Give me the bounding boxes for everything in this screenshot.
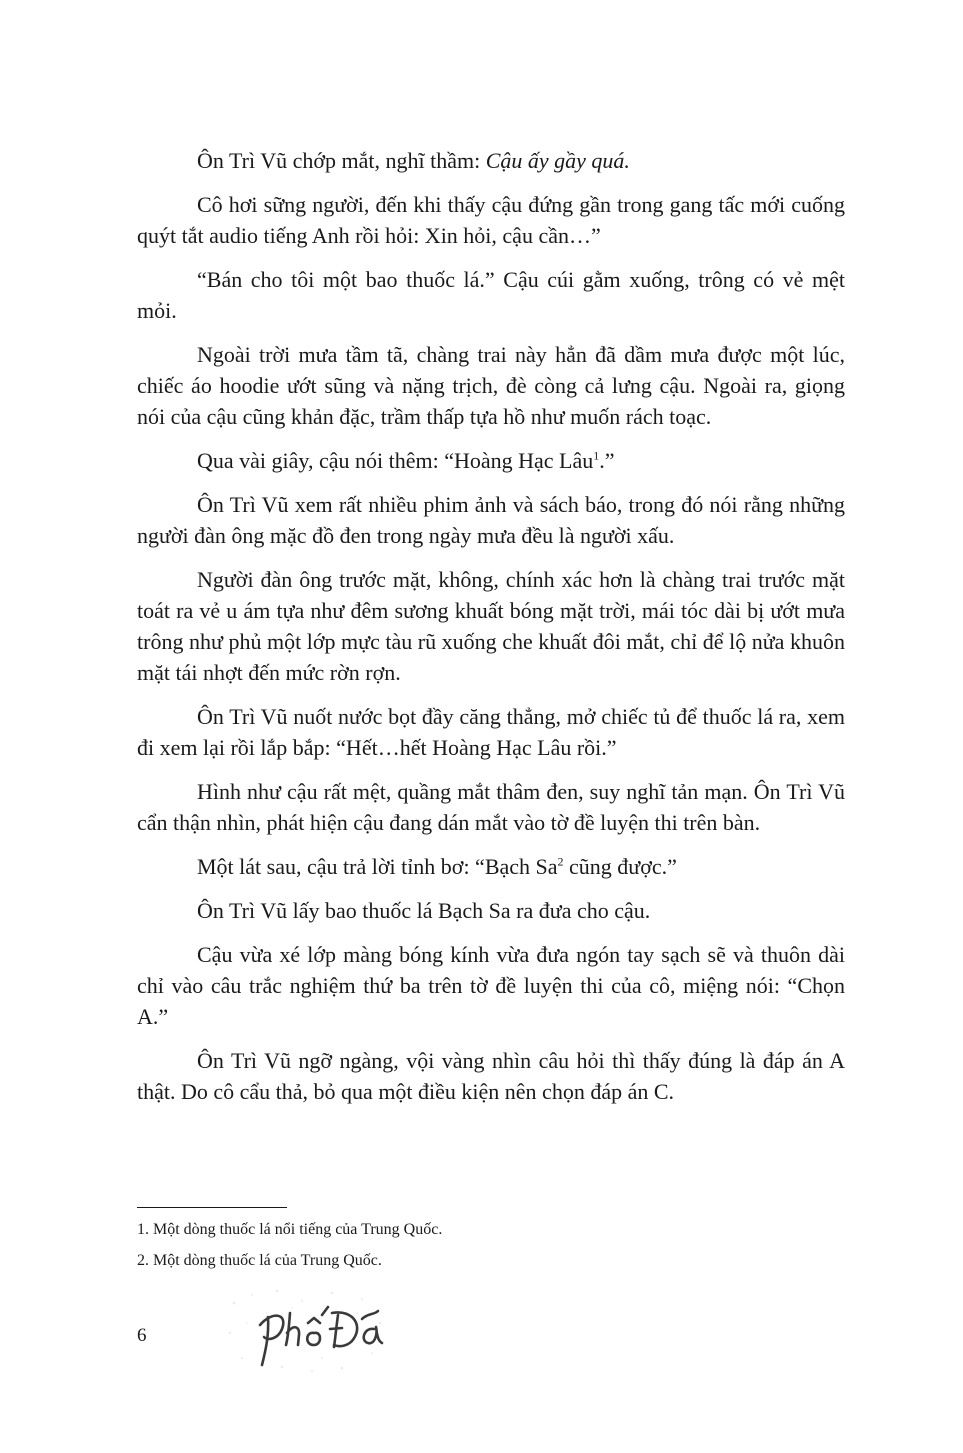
paragraph	[137, 264, 845, 326]
paragraph-text: Người đàn ông trước mặt, không, chính xác hơn là chàng trai trước mặt toát ra vẻ u ám tựa như đêm sương khuất bóng mặt trời, mái tóc dài bị ướt mưa trông như phủ một lớp mực tàu rũ xuống che khuất đôi mắt, chỉ để lộ nửa khuôn mặt tái nhợt đến mức rờn rợn.	[137, 567, 845, 685]
paragraph-text: Ôn Trì Vũ chớp mắt, nghĩ thầm:	[197, 148, 486, 173]
paragraph-text: Ôn Trì Vũ xem rất nhiều phim ảnh và sách báo, trong đó nói rằng những người đàn ông mặc đồ đen trong ngày mưa đều là người xấu.	[137, 492, 845, 548]
page-number: 6	[137, 1325, 147, 1346]
logo-paper-texture	[229, 1290, 381, 1372]
paragraph	[137, 895, 845, 926]
footnotes	[137, 1219, 845, 1281]
paragraph-text: Ôn Trì Vũ nuốt nước bọt đầy căng thẳng, mở chiếc tủ để thuốc lá ra, xem đi xem lại rồi lắp bắp: “Hết…hết Hoàng Hạc Lâu rồi.”	[137, 704, 845, 760]
paragraph	[137, 701, 845, 763]
paragraph-text: “Bán cho tôi một bao thuốc lá.” Cậu cúi gằm xuống, trông có vẻ mệt mỏi.	[137, 267, 845, 323]
paragraph-text: cũng được.”	[563, 854, 677, 879]
paragraph	[137, 776, 845, 838]
footnote-ref: 1	[593, 448, 600, 463]
footnote: 2. Một dòng thuốc lá của Trung Quốc.	[137, 1252, 382, 1269]
italic-text: Cậu ấy gầy quá.	[485, 148, 630, 173]
paragraph-text: Ôn Trì Vũ lấy bao thuốc lá Bạch Sa ra đưa cho cậu.	[197, 898, 651, 923]
paragraph-text: Hình như cậu rất mệt, quầng mắt thâm đen, suy nghĩ tản mạn. Ôn Trì Vũ cẩn thận nhìn, phát hiện cậu đang dán mắt vào tờ đề luyện thi trên bàn.	[137, 779, 845, 835]
paragraph-text: Qua vài giây, cậu nói thêm: “Hoàng Hạc Lâu	[197, 448, 594, 473]
paragraph	[137, 189, 845, 251]
publisher-logo	[222, 1283, 392, 1378]
paragraph	[137, 1045, 845, 1107]
paragraph-text: Cô hơi sững người, đến khi thấy cậu đứng gần trong gang tấc mới cuống quýt tắt audio tiếng Anh rồi hỏi: Xin hỏi, cậu cần…”	[137, 192, 845, 248]
paragraph-text: Ôn Trì Vũ ngỡ ngàng, vội vàng nhìn câu hỏi thì thấy đúng là đáp án A thật. Do cô cẩu thả, bỏ qua một điều kiện nên chọn đáp án C.	[137, 1048, 845, 1104]
paragraph	[137, 564, 845, 688]
logo-signature	[260, 1307, 382, 1365]
paragraph	[137, 145, 845, 176]
paragraph-text: .”	[599, 448, 615, 473]
main-text	[137, 145, 845, 1120]
paragraph-text: Cậu vừa xé lớp màng bóng kính vừa đưa ngón tay sạch sẽ và thuôn dài chỉ vào câu trắc nghiệm thứ ba trên tờ đề luyện thi của cô, miệng nói: “Chọn A.”	[137, 942, 845, 1029]
footnote: 1. Một dòng thuốc lá nổi tiếng của Trung Quốc.	[137, 1221, 443, 1238]
paragraph	[137, 339, 845, 432]
paragraph-text: Ngoài trời mưa tầm tã, chàng trai này hẳn đã dầm mưa được một lúc, chiếc áo hoodie ướt sũng và nặng trịch, đè còng cả lưng cậu. Ngoài ra, giọng nói của cậu cũng khản đặc, trầm thấp tựa hồ như muốn rách toạc.	[137, 342, 845, 429]
footnote-ref: 2	[557, 854, 564, 869]
paragraph	[137, 851, 845, 882]
footnote-divider	[137, 1207, 287, 1208]
paragraph	[137, 939, 845, 1032]
paragraph	[137, 489, 845, 551]
paragraph-text: Một lát sau, cậu trả lời tỉnh bơ: “Bạch Sa	[197, 854, 558, 879]
paragraph	[137, 445, 845, 476]
